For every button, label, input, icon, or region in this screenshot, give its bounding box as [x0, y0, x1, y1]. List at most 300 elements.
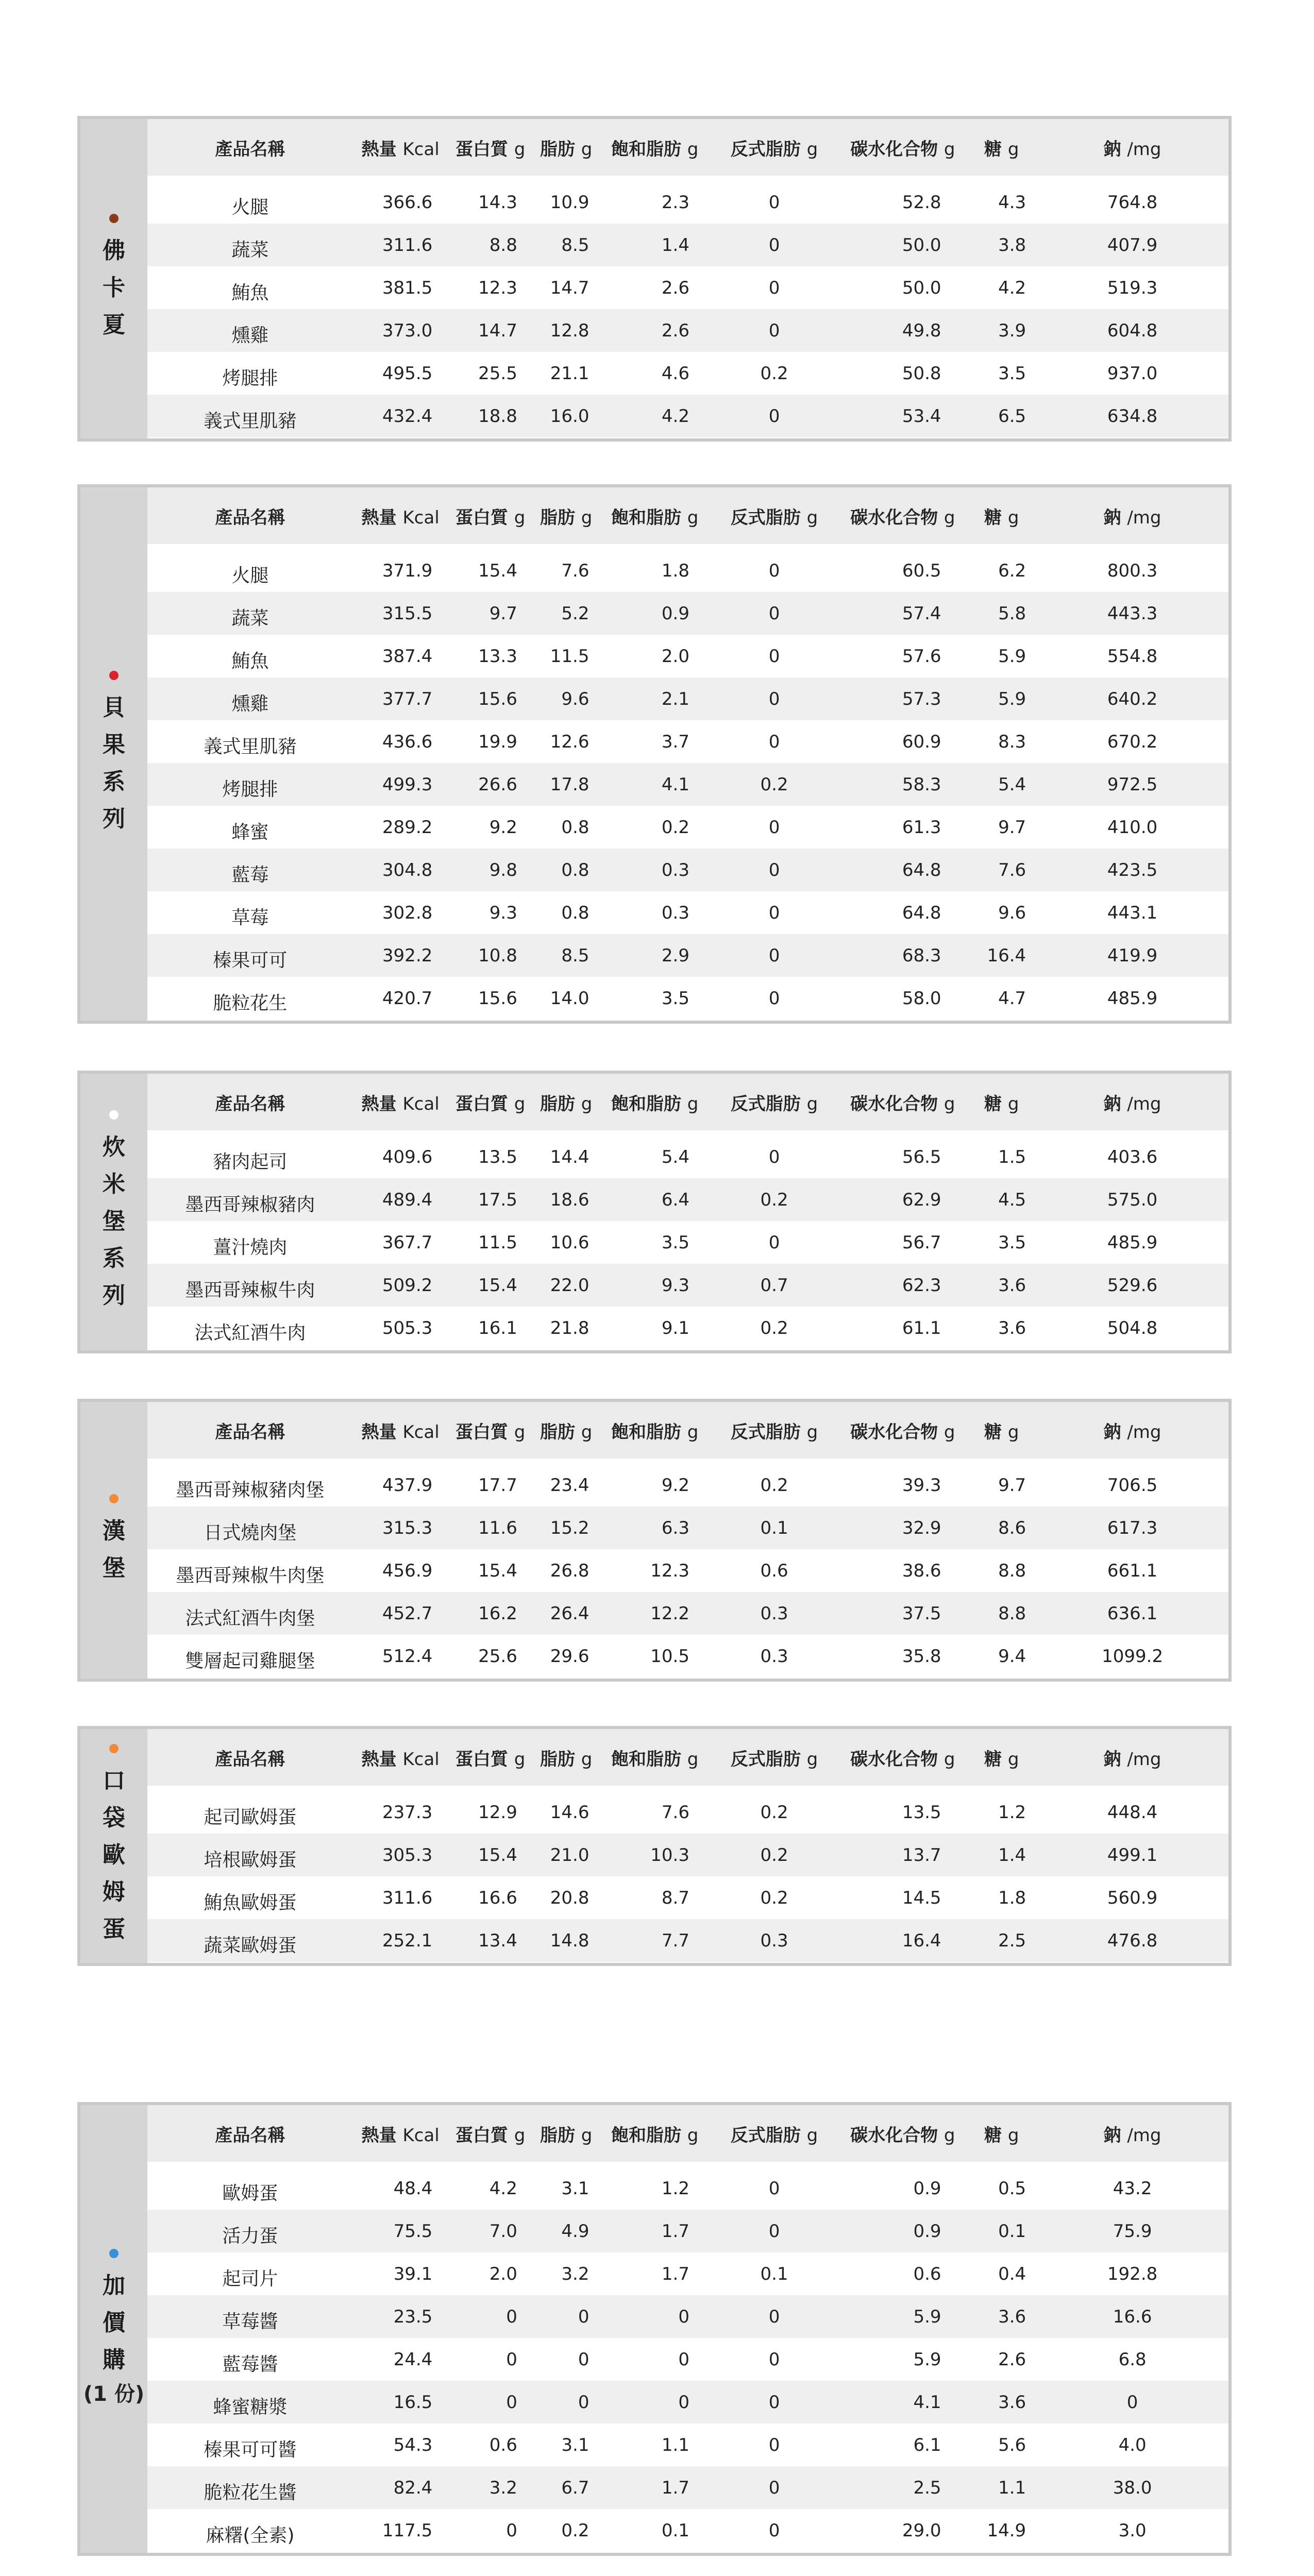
header-label: 鈉 — [1103, 1421, 1121, 1443]
header-label: 脂肪 — [540, 1093, 575, 1114]
table-row — [147, 592, 1228, 635]
header-sugar — [967, 503, 1036, 529]
sodium: 636.1 — [1107, 1603, 1158, 1624]
calories: 432.4 — [382, 405, 433, 427]
header-carbohydrate — [838, 1418, 967, 1443]
sodium: 972.5 — [1107, 774, 1158, 795]
header-product-name — [147, 2121, 353, 2146]
header-unit: g — [514, 507, 526, 528]
sodium: 519.3 — [1107, 277, 1158, 298]
calories: 367.7 — [382, 1232, 433, 1253]
table-row — [147, 2509, 1228, 2552]
header-label: 反式脂肪 — [730, 1749, 801, 1770]
table-row — [147, 395, 1228, 437]
header-unit: /mg — [1127, 1421, 1161, 1443]
header-unit: Kcal — [402, 139, 440, 160]
header-sodium — [1036, 1418, 1228, 1443]
sodium: 604.8 — [1107, 320, 1158, 341]
sugar: 3.8 — [998, 234, 1026, 256]
header-carbohydrate — [838, 503, 967, 529]
header-sugar — [967, 135, 1036, 160]
header-saturated-fat — [599, 1418, 710, 1443]
saturated-fat: 0 — [678, 2306, 689, 2327]
product-name: 燻雞 — [231, 325, 269, 346]
fat: 7.6 — [561, 560, 589, 581]
header-unit: g — [806, 1421, 818, 1443]
nutrition-section — [77, 1399, 1232, 1682]
product-name: 蔬菜歐姆蛋 — [204, 1935, 297, 1956]
table-row — [147, 1919, 1228, 1962]
sugar: 1.1 — [998, 2477, 1026, 2498]
header-protein — [448, 1418, 533, 1443]
protein: 13.3 — [478, 646, 517, 667]
carbohydrate: 58.0 — [902, 988, 941, 1009]
protein: 9.3 — [489, 902, 517, 923]
calories: 437.9 — [382, 1475, 433, 1496]
fat: 3.2 — [561, 2263, 589, 2284]
section-title-char: 夏 — [103, 312, 125, 338]
protein: 15.4 — [478, 560, 517, 581]
section-subtitle: (1 份) — [83, 2382, 145, 2406]
saturated-fat: 7.7 — [661, 1930, 689, 1951]
saturated-fat: 3.5 — [661, 1232, 689, 1253]
header-trans-fat — [710, 2121, 838, 2146]
sugar: 5.4 — [998, 774, 1026, 795]
header-label: 鈉 — [1103, 139, 1121, 160]
saturated-fat: 0.2 — [661, 817, 689, 838]
nutrition-section — [77, 2102, 1232, 2556]
trans-fat: 0 — [768, 817, 780, 838]
carbohydrate: 13.5 — [902, 1802, 941, 1823]
header-label: 產品名稱 — [215, 2125, 285, 2146]
header-unit: g — [944, 1093, 955, 1114]
saturated-fat: 4.1 — [661, 774, 689, 795]
calories: 452.7 — [382, 1603, 433, 1624]
header-unit: g — [514, 1093, 526, 1114]
header-calories — [353, 1745, 448, 1770]
fat: 6.7 — [561, 2477, 589, 2498]
header-protein — [448, 2121, 533, 2146]
trans-fat: 0 — [768, 1146, 780, 1167]
sugar: 3.6 — [998, 1317, 1026, 1338]
header-unit: /mg — [1127, 139, 1161, 160]
product-name: 起司片 — [222, 2268, 278, 2290]
fat: 14.0 — [550, 988, 589, 1009]
section-title-char: 口 — [103, 1768, 125, 1794]
sugar: 1.2 — [998, 1802, 1026, 1823]
header-unit: Kcal — [402, 2125, 440, 2146]
header-unit: g — [806, 1093, 818, 1114]
calories: 23.5 — [393, 2306, 433, 2327]
header-label: 飽和脂肪 — [611, 507, 681, 528]
carbohydrate: 56.5 — [902, 1146, 941, 1167]
fat: 12.8 — [550, 320, 589, 341]
sugar: 3.6 — [998, 2392, 1026, 2413]
header-label: 蛋白質 — [455, 507, 508, 528]
header-unit: g — [581, 1421, 593, 1443]
protein: 25.6 — [478, 1646, 517, 1667]
saturated-fat: 4.6 — [661, 363, 689, 384]
section-title-char: 貝 — [103, 694, 125, 721]
header-label: 糖 — [984, 1421, 1002, 1443]
sugar: 3.9 — [998, 320, 1026, 341]
trans-fat: 0 — [768, 2221, 780, 2242]
header-label: 反式脂肪 — [730, 507, 801, 528]
sugar: 6.5 — [998, 405, 1026, 427]
protein: 16.2 — [478, 1603, 517, 1624]
section-title — [103, 232, 125, 344]
protein: 19.9 — [478, 731, 517, 752]
table-row — [147, 720, 1228, 763]
carbohydrate: 50.0 — [902, 277, 941, 298]
sodium: 706.5 — [1107, 1475, 1158, 1496]
trans-fat: 0 — [768, 859, 780, 880]
header-label: 熱量 — [361, 2125, 397, 2146]
protein: 16.6 — [478, 1887, 517, 1908]
section-title — [103, 1762, 125, 1948]
product-name: 草莓醬 — [222, 2311, 278, 2332]
calories: 420.7 — [382, 988, 433, 1009]
fat: 5.2 — [561, 603, 589, 624]
header-label: 蛋白質 — [455, 139, 508, 160]
header-carbohydrate — [838, 1745, 967, 1770]
header-label: 飽和脂肪 — [611, 139, 681, 160]
fat: 29.6 — [550, 1646, 589, 1667]
trans-fat: 0 — [768, 2306, 780, 2327]
header-unit: g — [806, 507, 818, 528]
trans-fat: 0.2 — [760, 1802, 788, 1823]
saturated-fat: 8.7 — [661, 1887, 689, 1908]
fat: 14.6 — [550, 1802, 589, 1823]
trans-fat: 0.1 — [760, 2263, 788, 2284]
header-unit: g — [806, 1749, 818, 1770]
sugar: 5.9 — [998, 646, 1026, 667]
saturated-fat: 0.3 — [661, 859, 689, 880]
header-unit: g — [687, 1093, 699, 1114]
trans-fat: 0.2 — [760, 774, 788, 795]
section-title-char: 歐 — [103, 1842, 125, 1868]
sodium: 499.1 — [1107, 1844, 1158, 1866]
sugar: 3.6 — [998, 1275, 1026, 1296]
header-label: 產品名稱 — [215, 1093, 285, 1114]
header-unit: Kcal — [402, 1093, 440, 1114]
table-row — [147, 849, 1228, 891]
saturated-fat: 4.2 — [661, 405, 689, 427]
header-label: 蛋白質 — [455, 1093, 508, 1114]
table-row — [147, 1635, 1228, 1677]
product-name: 草莓 — [231, 907, 269, 928]
calories: 252.1 — [382, 1930, 433, 1951]
saturated-fat: 1.7 — [661, 2477, 689, 2498]
header-sugar — [967, 1090, 1036, 1115]
table-row — [147, 2167, 1228, 2210]
section-label — [80, 1074, 147, 1350]
trans-fat: 0 — [768, 2392, 780, 2413]
product-name: 藍莓醬 — [222, 2354, 278, 2375]
carbohydrate: 5.9 — [913, 2306, 941, 2327]
fat: 26.8 — [550, 1560, 589, 1581]
protein: 11.5 — [478, 1232, 517, 1253]
sugar: 3.5 — [998, 1232, 1026, 1253]
protein: 18.8 — [478, 405, 517, 427]
calories: 315.3 — [382, 1517, 433, 1538]
table-header-row — [147, 1729, 1228, 1786]
fat: 8.5 — [561, 234, 589, 256]
sodium: 448.4 — [1107, 1802, 1158, 1823]
carbohydrate: 68.3 — [902, 945, 941, 966]
sugar: 8.8 — [998, 1560, 1026, 1581]
trans-fat: 0.2 — [760, 1887, 788, 1908]
trans-fat: 0 — [768, 560, 780, 581]
header-label: 脂肪 — [540, 2125, 575, 2146]
header-unit: g — [1007, 139, 1019, 160]
header-label: 碳水化合物 — [850, 2125, 938, 2146]
product-name: 雙層起司雞腿堡 — [185, 1651, 315, 1672]
product-name: 活力蛋 — [222, 2226, 278, 2247]
section-label — [80, 487, 147, 1021]
sugar: 1.5 — [998, 1146, 1026, 1167]
product-name: 墨西哥辣椒豬肉堡 — [176, 1480, 325, 1501]
calories: 489.4 — [382, 1189, 433, 1210]
header-label: 碳水化合物 — [850, 139, 938, 160]
table-row — [147, 1307, 1228, 1349]
table-row — [147, 1549, 1228, 1592]
carbohydrate: 0.9 — [913, 2221, 941, 2242]
section-title-char: 漢 — [103, 1517, 125, 1544]
header-trans-fat — [710, 1090, 838, 1115]
sodium: 800.3 — [1107, 560, 1158, 581]
sodium: 476.8 — [1107, 1930, 1158, 1951]
sodium: 617.3 — [1107, 1517, 1158, 1538]
trans-fat: 0 — [768, 2477, 780, 2498]
trans-fat: 0 — [768, 902, 780, 923]
table-row — [147, 1221, 1228, 1264]
product-name: 麻糬(全素) — [206, 2525, 295, 2546]
trans-fat: 0.2 — [760, 363, 788, 384]
table-header-row — [147, 487, 1228, 544]
header-label: 反式脂肪 — [730, 1421, 801, 1443]
protein: 0.6 — [489, 2434, 517, 2455]
fat: 26.4 — [550, 1603, 589, 1624]
section-title-char: 姆 — [103, 1879, 125, 1905]
sodium: 764.8 — [1107, 192, 1158, 213]
table-row — [147, 677, 1228, 720]
header-label: 飽和脂肪 — [611, 1093, 681, 1114]
fat: 0 — [578, 2392, 589, 2413]
header-unit: /mg — [1127, 1749, 1161, 1770]
section-label — [80, 2105, 147, 2553]
sugar: 16.4 — [987, 945, 1026, 966]
sodium: 16.6 — [1113, 2306, 1152, 2327]
header-carbohydrate — [838, 1090, 967, 1115]
header-label: 鈉 — [1103, 2125, 1121, 2146]
protein: 0 — [506, 2392, 517, 2413]
saturated-fat: 0.3 — [661, 902, 689, 923]
header-sugar — [967, 1745, 1036, 1770]
saturated-fat: 1.2 — [661, 2178, 689, 2199]
header-protein — [448, 1090, 533, 1115]
header-unit: g — [806, 139, 818, 160]
calories: 48.4 — [393, 2178, 433, 2199]
sugar: 3.6 — [998, 2306, 1026, 2327]
protein: 8.8 — [489, 234, 517, 256]
protein: 12.9 — [478, 1802, 517, 1823]
fat: 21.8 — [550, 1317, 589, 1338]
sodium: 43.2 — [1113, 2178, 1152, 2199]
sodium: 485.9 — [1107, 988, 1158, 1009]
header-saturated-fat — [599, 1745, 710, 1770]
sugar: 8.3 — [998, 731, 1026, 752]
trans-fat: 0.2 — [760, 1844, 788, 1866]
header-unit: g — [687, 1421, 699, 1443]
protein: 15.4 — [478, 1844, 517, 1866]
fat: 14.4 — [550, 1146, 589, 1167]
sodium: 1099.2 — [1102, 1646, 1164, 1667]
protein: 4.2 — [489, 2178, 517, 2199]
sodium: 443.1 — [1107, 902, 1158, 923]
carbohydrate: 56.7 — [902, 1232, 941, 1253]
calories: 499.3 — [382, 774, 433, 795]
fat: 8.5 — [561, 945, 589, 966]
product-name: 蜂蜜糖漿 — [213, 2397, 288, 2418]
sugar: 5.6 — [998, 2434, 1026, 2455]
calories: 24.4 — [393, 2349, 433, 2370]
trans-fat: 0 — [768, 277, 780, 298]
header-label: 飽和脂肪 — [611, 1749, 681, 1770]
header-label: 糖 — [984, 1093, 1002, 1114]
header-unit: g — [687, 2125, 699, 2146]
header-fat — [533, 1090, 600, 1115]
product-name: 榛果可可 — [213, 950, 288, 971]
product-name: 蔬菜 — [231, 240, 269, 261]
header-calories — [353, 2121, 448, 2146]
header-label: 脂肪 — [540, 1421, 575, 1443]
product-name: 日式燒肉堡 — [204, 1522, 297, 1544]
header-label: 脂肪 — [540, 1749, 575, 1770]
protein: 15.4 — [478, 1560, 517, 1581]
trans-fat: 0 — [768, 234, 780, 256]
carbohydrate: 64.8 — [902, 859, 941, 880]
trans-fat: 0 — [768, 988, 780, 1009]
saturated-fat: 1.8 — [661, 560, 689, 581]
product-name: 培根歐姆蛋 — [204, 1850, 297, 1871]
table-row — [147, 2295, 1228, 2338]
header-trans-fat — [710, 1745, 838, 1770]
protein: 15.4 — [478, 1275, 517, 1296]
table-header-row — [147, 1074, 1228, 1130]
header-calories — [353, 1418, 448, 1443]
header-sugar — [967, 1418, 1036, 1443]
header-unit: g — [806, 2125, 818, 2146]
header-trans-fat — [710, 135, 838, 160]
sodium: 670.2 — [1107, 731, 1158, 752]
header-label: 反式脂肪 — [730, 139, 801, 160]
calories: 436.6 — [382, 731, 433, 752]
header-label: 反式脂肪 — [730, 2125, 801, 2146]
table-row — [147, 352, 1228, 395]
saturated-fat: 9.3 — [661, 1275, 689, 1296]
sugar: 0.5 — [998, 2178, 1026, 2199]
header-saturated-fat — [599, 135, 710, 160]
fat: 17.8 — [550, 774, 589, 795]
section-title-char: 果 — [103, 731, 125, 758]
fat: 10.6 — [550, 1232, 589, 1253]
section-title-char: 卡 — [103, 275, 125, 301]
header-trans-fat — [710, 1418, 838, 1443]
sugar: 4.5 — [998, 1189, 1026, 1210]
trans-fat: 0 — [768, 2349, 780, 2370]
saturated-fat: 5.4 — [661, 1146, 689, 1167]
calories: 75.5 — [393, 2221, 433, 2242]
trans-fat: 0.2 — [760, 1475, 788, 1496]
product-name: 墨西哥辣椒牛肉堡 — [176, 1565, 325, 1586]
product-name: 墨西哥辣椒豬肉 — [185, 1194, 315, 1215]
carbohydrate: 52.8 — [902, 192, 941, 213]
header-unit: g — [514, 1421, 526, 1443]
carbohydrate: 50.8 — [902, 363, 941, 384]
bullet-dot-icon — [109, 1744, 119, 1753]
product-name: 燻雞 — [231, 693, 269, 715]
calories: 456.9 — [382, 1560, 433, 1581]
saturated-fat: 9.2 — [661, 1475, 689, 1496]
header-label: 熱量 — [361, 139, 397, 160]
sodium: 575.0 — [1107, 1189, 1158, 1210]
fat: 18.6 — [550, 1189, 589, 1210]
header-protein — [448, 1745, 533, 1770]
protein: 0 — [506, 2306, 517, 2327]
calories: 381.5 — [382, 277, 433, 298]
protein: 10.8 — [478, 945, 517, 966]
table-row — [147, 549, 1228, 592]
trans-fat: 0 — [768, 2178, 780, 2199]
product-name: 烤腿排 — [222, 368, 278, 389]
header-unit: g — [687, 1749, 699, 1770]
saturated-fat: 2.9 — [661, 945, 689, 966]
header-unit: g — [1007, 1749, 1019, 1770]
sodium: 423.5 — [1107, 859, 1158, 880]
header-unit: Kcal — [402, 1749, 440, 1770]
saturated-fat: 2.6 — [661, 320, 689, 341]
nutrition-table — [147, 1402, 1228, 1679]
header-label: 產品名稱 — [215, 507, 285, 528]
saturated-fat: 3.7 — [661, 731, 689, 752]
header-sodium — [1036, 2121, 1228, 2146]
bullet-dot-icon — [109, 671, 119, 680]
trans-fat: 0.3 — [760, 1646, 788, 1667]
carbohydrate: 2.5 — [913, 2477, 941, 2498]
protein: 15.6 — [478, 988, 517, 1009]
header-label: 反式脂肪 — [730, 1093, 801, 1114]
product-name: 鮪魚 — [231, 651, 269, 672]
calories: 387.4 — [382, 646, 433, 667]
sodium: 529.6 — [1107, 1275, 1158, 1296]
product-name: 榛果可可醬 — [204, 2439, 297, 2461]
header-unit: g — [581, 139, 593, 160]
product-name: 蔬菜 — [231, 608, 269, 629]
fat: 3.1 — [561, 2178, 589, 2199]
protein: 11.6 — [478, 1517, 517, 1538]
table-row — [147, 1136, 1228, 1178]
saturated-fat: 1.7 — [661, 2221, 689, 2242]
protein: 13.4 — [478, 1930, 517, 1951]
sugar: 2.6 — [998, 2349, 1026, 2370]
sodium: 403.6 — [1107, 1146, 1158, 1167]
header-unit: g — [1007, 1093, 1019, 1114]
header-label: 熱量 — [361, 1749, 397, 1770]
calories: 305.3 — [382, 1844, 433, 1866]
section-title-char: 價 — [103, 2309, 125, 2336]
calories: 82.4 — [393, 2477, 433, 2498]
